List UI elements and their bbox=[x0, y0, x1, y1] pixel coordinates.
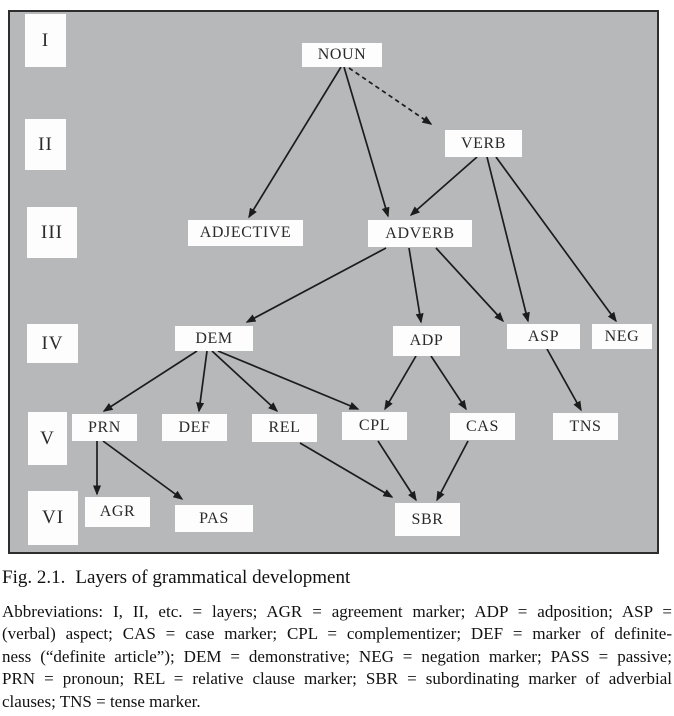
abbreviations-line: (verbal) aspect; CAS = case marker; CPL = complementizer; DEF = marker of definite- bbox=[2, 624, 672, 644]
node-asp: ASP bbox=[507, 324, 580, 349]
abbreviations-paragraph bbox=[2, 601, 672, 713]
node-dem: DEM bbox=[175, 326, 253, 351]
node-agr: AGR bbox=[85, 497, 150, 527]
figure-caption-title: Layers of grammatical development bbox=[75, 567, 351, 588]
figure-caption-label: Fig. 2.1. bbox=[2, 567, 66, 588]
node-adverb: ADVERB bbox=[368, 220, 472, 247]
abbreviations-line: ness (“definite article”); DEM = demonstrative; NEG = negation marker; PASS = passive; bbox=[2, 646, 672, 666]
node-def: DEF bbox=[162, 414, 227, 441]
layer-label-1: I bbox=[25, 14, 66, 67]
abbreviations-line: Abbreviations: I, II, etc. = layers; AGR = agreement marker; ADP = adposition; ASP = bbox=[2, 602, 672, 621]
node-noun: NOUN bbox=[302, 43, 382, 67]
node-verb: VERB bbox=[445, 130, 522, 157]
abbreviations-line: clauses; TNS = tense marker. bbox=[2, 691, 201, 711]
layer-label-5: V bbox=[28, 412, 67, 465]
figure-caption bbox=[2, 567, 672, 589]
node-tns: TNS bbox=[553, 413, 618, 440]
layer-label-6: VI bbox=[28, 491, 78, 545]
node-prn: PRN bbox=[72, 414, 137, 441]
node-neg: NEG bbox=[592, 324, 652, 349]
diagram-panel bbox=[8, 10, 659, 554]
node-pas: PAS bbox=[175, 505, 253, 532]
abbreviations-line: PRN = pronoun; REL = relative clause marker; SBR = subordinating marker of adverbial bbox=[2, 669, 672, 689]
layer-label-4: IV bbox=[27, 324, 78, 363]
node-sbr: SBR bbox=[395, 503, 460, 536]
node-cpl: CPL bbox=[342, 412, 407, 440]
node-adp: ADP bbox=[393, 326, 460, 356]
layer-label-2: II bbox=[25, 119, 66, 170]
node-rel: REL bbox=[252, 414, 317, 442]
node-cas: CAS bbox=[450, 413, 515, 440]
node-adjective: ADJECTIVE bbox=[188, 220, 303, 246]
layer-label-3: III bbox=[27, 207, 77, 258]
